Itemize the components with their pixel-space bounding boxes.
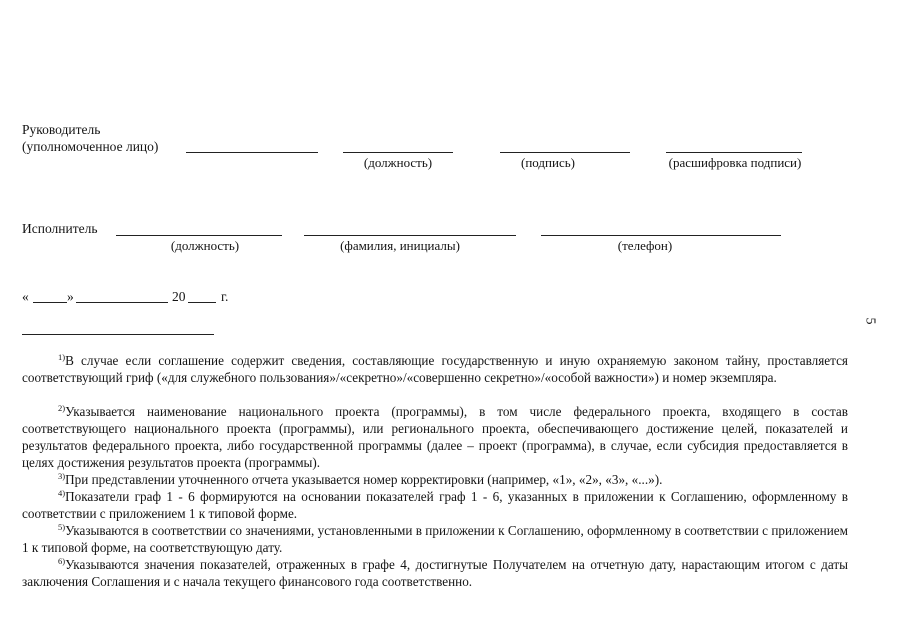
position-caption: (должность) bbox=[363, 155, 433, 170]
page-number: 5 bbox=[862, 317, 878, 325]
footnote-marker: 4) bbox=[58, 488, 66, 498]
footnote-1 bbox=[22, 352, 848, 386]
executor-phone-caption: (телефон) bbox=[617, 238, 673, 253]
executor-name-caption: (фамилия, инициалы) bbox=[340, 238, 460, 253]
footnote-separator bbox=[22, 334, 214, 335]
date-day-line bbox=[33, 302, 67, 303]
footnote-5 bbox=[22, 522, 848, 556]
signature-line bbox=[500, 152, 630, 153]
executor-position-caption: (должность) bbox=[170, 238, 240, 253]
authorized-person-label: (уполномоченное лицо) bbox=[22, 139, 159, 154]
footnote-text: В случае если соглашение содержит сведения, составляющие государственную и иную охраняемую законом тайну, проставляется соответствующий гриф («для служебного пользования»/«секретно»/«совершенно секретно»/«особой важности») и номер экземпляра. bbox=[22, 353, 848, 385]
head-label: Руководитель bbox=[22, 122, 101, 137]
date-year-line bbox=[188, 302, 216, 303]
date-month-line bbox=[76, 302, 168, 303]
footnote-text: Указываются в соответствии со значениями, установленными в приложении к Соглашению, оформленному в соответствии с приложением 1 к типовой форме, на соответствующую дату. bbox=[22, 523, 848, 555]
footnote-text: Указываются значения показателей, отраженных в графе 4, достигнутые Получателем на отчетную дату, нарастающим итогом с даты заключения Соглашения и с начала текущего финансового года соответственно. bbox=[22, 557, 848, 589]
footnote-2 bbox=[22, 403, 848, 471]
footnote-3 bbox=[22, 471, 848, 488]
decoding-caption: (расшифровка подписи) bbox=[668, 155, 802, 170]
footnote-marker: 3) bbox=[58, 471, 66, 481]
footnote-6 bbox=[22, 556, 848, 590]
date-open-quote: « bbox=[22, 289, 29, 304]
footnote-marker: 1) bbox=[58, 352, 66, 362]
executor-name-line bbox=[304, 235, 516, 236]
date-century: 20 bbox=[172, 289, 186, 304]
footnote-4 bbox=[22, 488, 848, 522]
position-line bbox=[343, 152, 453, 153]
date-close-quote: » bbox=[67, 289, 74, 304]
footnote-text: Показатели граф 1 - 6 формируются на основании показателей граф 1 - 6, указанных в приложении к Соглашению, оформленному в соответствии с приложением 1 к типовой форме. bbox=[22, 489, 848, 521]
footnote-text: Указывается наименование национального проекта (программы), в том числе федерального проекта, входящего в состав соответствующего национального проекта (программы), или регионального проекта, обеспечивающего достижение целей, показателей и результатов федерального проекта, либо государственной программы (далее – проект (программа), в случае, если субсидия предоставляется в целях достижения результатов проекта (программы). bbox=[22, 404, 848, 470]
executor-position-line bbox=[116, 235, 282, 236]
executor-phone-line bbox=[541, 235, 781, 236]
footnote-marker: 5) bbox=[58, 522, 66, 532]
head-blank-line bbox=[186, 152, 318, 153]
decoding-line bbox=[666, 152, 802, 153]
executor-label: Исполнитель bbox=[22, 221, 98, 236]
date-year-suffix: г. bbox=[221, 289, 229, 304]
footnote-text: При представлении уточненного отчета указывается номер корректировки (например, «1», «2», «3», «...»). bbox=[65, 472, 663, 487]
footnote-marker: 6) bbox=[58, 556, 66, 566]
signature-caption: (подпись) bbox=[521, 155, 575, 170]
footnote-marker: 2) bbox=[58, 403, 66, 413]
